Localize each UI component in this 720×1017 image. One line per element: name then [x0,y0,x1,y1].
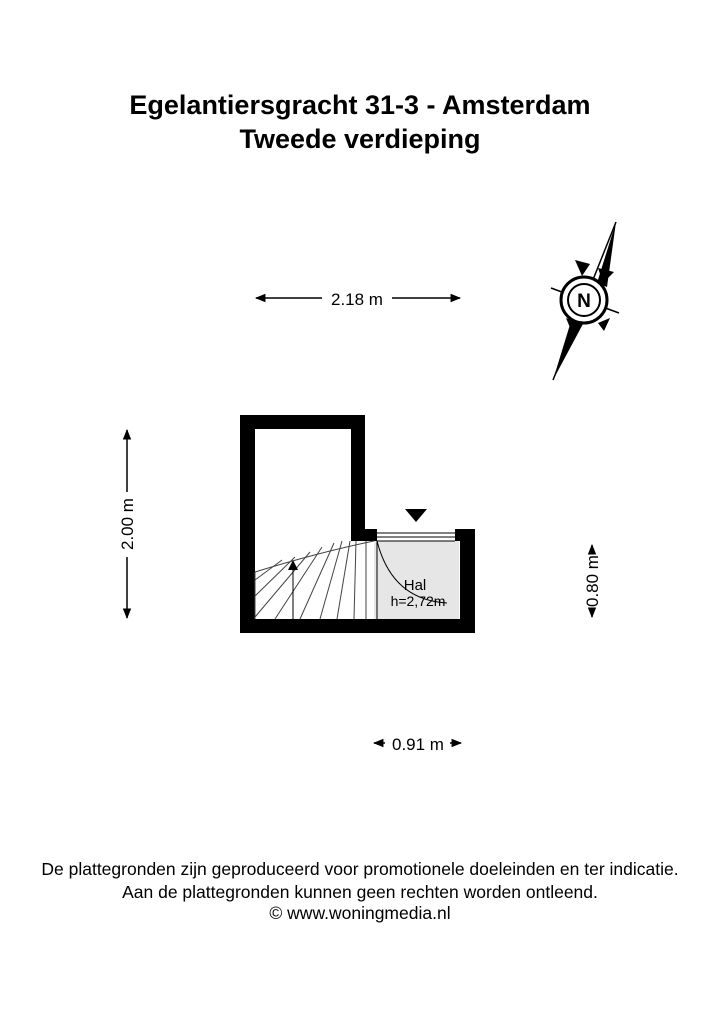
dimension-top-label: 2.18 m [331,290,383,309]
room-name-label: Hal [403,577,427,594]
compass-north-label: N [577,291,591,312]
dimension-left [118,430,137,618]
staircase [255,541,374,619]
compass-icon [551,222,619,380]
floor-name: Tweede verdieping [239,124,481,154]
dimension-left-label: 2.00 m [118,498,137,550]
disclaimer-line-1: De plattegronden zijn geproduceerd voor promotionele doeleinden en ter indicatie. [41,859,679,879]
plan-title: Egelantiersgracht 31-3 - Amsterdam [129,90,591,120]
dimension-bottom-label: 0.91 m [392,735,444,754]
entrance-arrow-icon [405,509,427,522]
dimension-bottom [374,735,461,754]
copyright-line: © www.woningmedia.nl [269,903,451,923]
dimension-right-label: 0.80 m [583,555,602,607]
disclaimer-line-2: Aan de plattegronden kunnen geen rechten worden ontleend. [122,882,598,902]
window [377,533,455,541]
dimension-top [256,290,460,309]
dimension-right [583,545,602,617]
room-height-label: h=2,72m [390,593,446,609]
